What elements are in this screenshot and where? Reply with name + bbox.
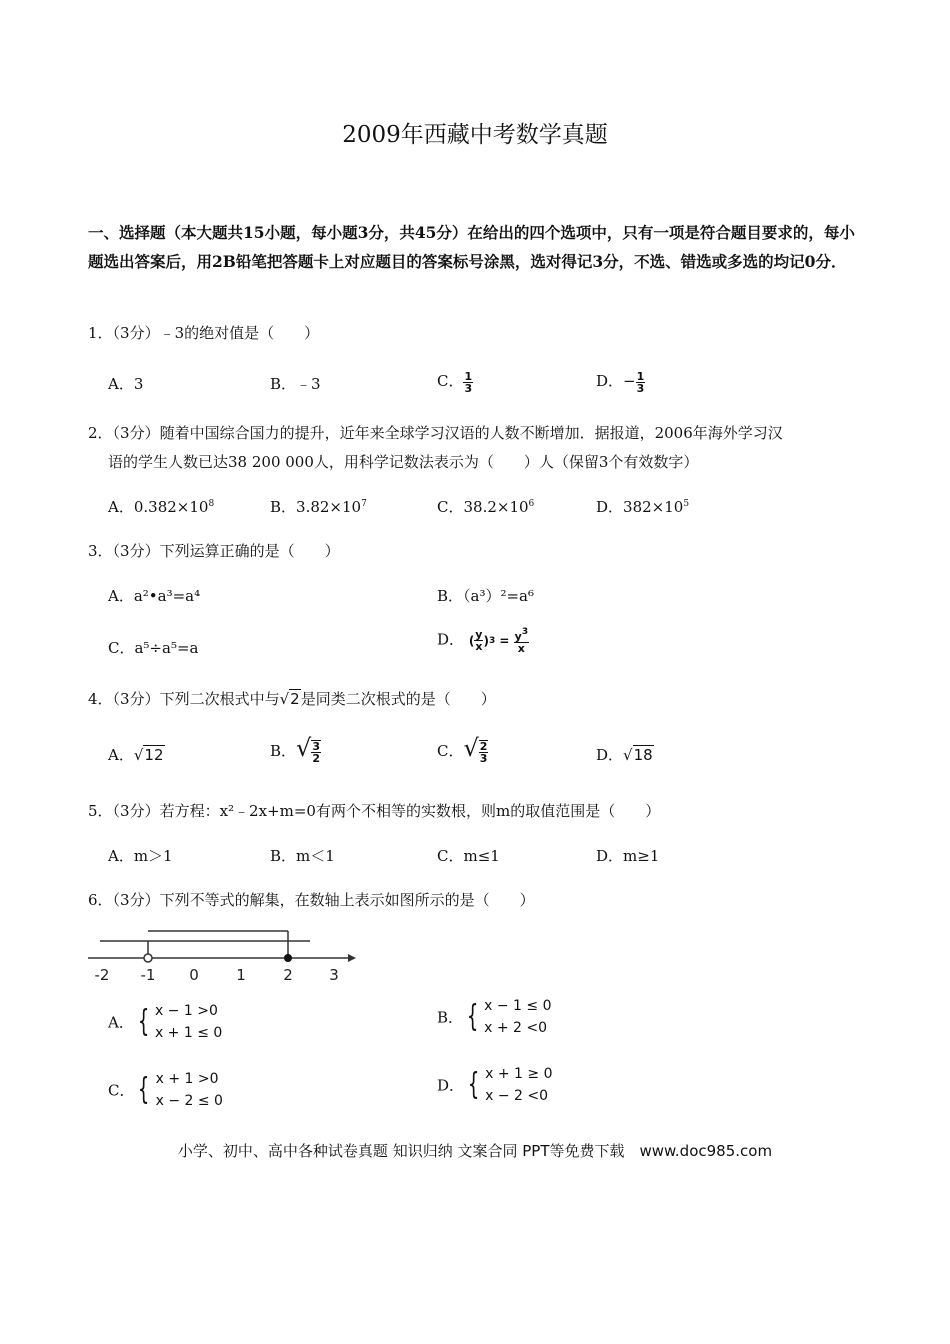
q5-option-d: D．m≥1 <box>596 847 660 865</box>
q4-option-d: D．√18 <box>596 746 653 764</box>
number-line-figure <box>80 925 370 985</box>
q4-option-a: A．√12 <box>108 746 164 764</box>
q6-option-d: D． { x + 1 ≥ 0 x − 2 <0 <box>437 1066 553 1104</box>
q2-option-d: D．$382\times 10^5$ <box>596 498 690 516</box>
q4-option-b: B．√ $\frac{3}{2}$ <box>270 734 320 765</box>
q6-option-b: B． { x − 1 ≤ 0 x + 2 <0 <box>437 998 552 1036</box>
q3-option-a: A．a²•a³=a⁴ <box>108 587 201 605</box>
axis-label: 1 <box>236 966 246 984</box>
q3-option-b: B．（a³）²=a⁶ <box>437 587 535 605</box>
open-point-minus-1 <box>144 954 152 962</box>
q4-option-c: C．√ $\frac{2}{3}$ <box>437 734 488 765</box>
question-2-stem-line2: 语的学生人数已达38 200 000人，用科学记数法表示为（ ）人（保留3个有效数字） <box>108 453 699 471</box>
page-title: 2009年西藏中考数学真题 <box>342 122 608 148</box>
q5-option-b: B．m＜1 <box>270 847 335 865</box>
question-2-stem-line1: 2．（3分）随着中国综合国力的提升，近年来全球学习汉语的人数不断增加．据报道，2006年海外学习汉 <box>88 424 783 442</box>
q5-option-c: C．m≤1 <box>437 847 500 865</box>
section-instructions: 一、选择题（本大题共15小题，每小题3分，共45分）在给出的四个选项中，只有一项是符合题目要求的，每小题选出答案后，用2B铅笔把答题卡上对应题目的答案标号涂黑，选对得记3分，不选、错选或多选的均记0分． <box>88 223 855 271</box>
axis-label: -1 <box>140 966 156 984</box>
q1-option-b: B．﹣3 <box>270 375 321 393</box>
q6-option-c: C． { x + 1 >0 x − 2 ≤ 0 <box>108 1071 223 1109</box>
q1-option-a: A．3 <box>108 375 144 393</box>
axis-label: 3 <box>329 966 339 984</box>
axis-label: -2 <box>94 966 110 984</box>
q3-option-d: D． ( $\frac{y}{x}$ ) 3 = $\frac{y^3}{x}$ <box>437 627 529 655</box>
q1-option-d: D．− $\frac{1}{3}$ <box>596 369 645 395</box>
axis-label: 0 <box>189 966 199 984</box>
question-3-stem: 3．（3分）下列运算正确的是（ ） <box>88 542 340 560</box>
question-6-stem: 6．（3分）下列不等式的解集，在数轴上表示如图所示的是（ ） <box>88 891 535 909</box>
question-4-stem: 4．（3分）下列二次根式中与√2是同类二次根式的是（ ） <box>88 690 496 708</box>
footer-link-text[interactable]: 小学、初中、高中各种试卷真题 知识归纳 文案合同 PPT等免费下载 www.doc985.com <box>177 1142 773 1160</box>
axis-label: 2 <box>283 966 293 984</box>
q5-option-a: A．m＞1 <box>108 847 173 865</box>
q6-option-a: A． { x − 1 >0 x + 1 ≤ 0 <box>108 1003 223 1041</box>
question-5-stem: 5．（3分）若方程：x²﹣2x+m=0有两个不相等的实数根，则m的取值范围是（ ） <box>88 802 661 820</box>
q2-option-c: C．$38.2\times 10^6$ <box>437 498 535 516</box>
question-1-stem: 1．（3分）﹣3的绝对值是（ ） <box>88 324 320 342</box>
q3-option-c: C．a⁵÷a⁵=a <box>108 639 199 657</box>
filled-point-2 <box>284 954 292 962</box>
q2-option-a: A．$0.382\times 10^8$ <box>108 498 215 516</box>
q2-option-b: B．$3.82\times 10^7$ <box>270 498 367 516</box>
q1-option-c: C． $\frac{1}{3}$ <box>437 369 473 395</box>
axis-arrow-icon <box>348 954 356 962</box>
